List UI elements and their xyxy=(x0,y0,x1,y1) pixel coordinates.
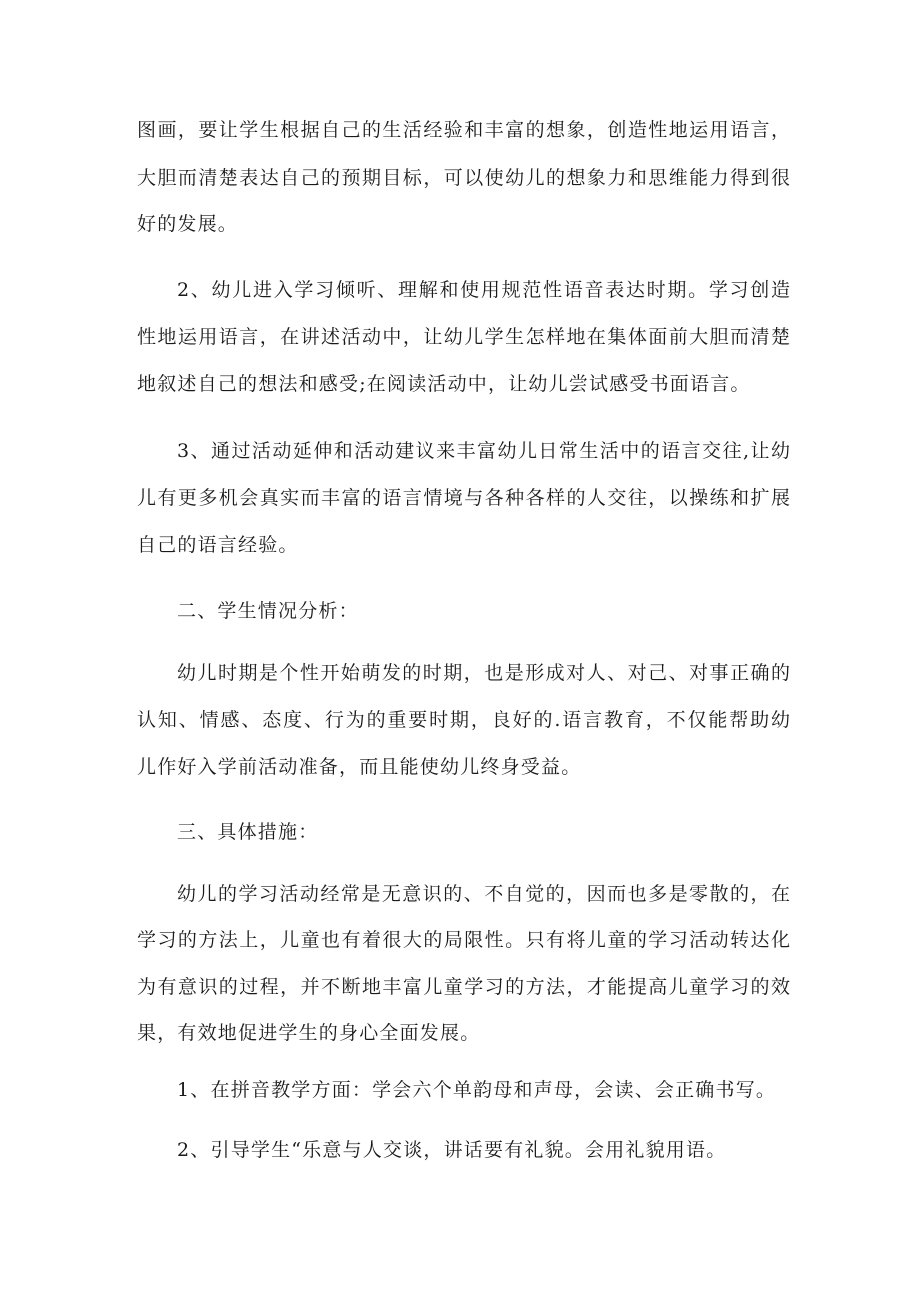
paragraph-line: 2、幼儿进入学习倾听、理解和使用规范性语音表达时期。学习创造 xyxy=(177,279,790,301)
paragraph-line: 幼儿时期是个性开始萌发的时期，也是形成对人、对己、对事正确的 xyxy=(177,662,790,684)
paragraph-line: 好的发展。 xyxy=(137,213,239,235)
paragraph-line: 图画，要让学生根据自己的生活经验和丰富的想象，创造性地运用语言， xyxy=(137,119,790,141)
paragraph-line: 幼儿的学习活动经常是无意识的、不自觉的，因而也多是零散的，在 xyxy=(177,883,790,905)
section-heading: 二、学生情况分析： xyxy=(177,600,359,622)
paragraph-line: 自己的语言经验。 xyxy=(137,534,299,556)
paragraph-line: 果，有效地促进学生的身心全面发展。 xyxy=(137,1022,481,1044)
section-heading: 三、具体措施： xyxy=(177,821,319,843)
paragraph-line: 认知、情感、态度、行为的重要时期，良好的.语言教育，不仅能帮助幼 xyxy=(137,709,790,731)
paragraph-line: 为有意识的过程，并不断地丰富儿童学习的方法，才能提高儿童学习的效 xyxy=(137,976,790,998)
paragraph-line: 2、引导学生“乐意与人交谈，讲话要有礼貌。会用礼貌用语。 xyxy=(177,1139,727,1161)
paragraph-line: 地叙述自己的想法和感受;在阅读活动中，让幼儿尝试感受书面语言。 xyxy=(137,373,751,395)
paragraph-line: 1、在拼音教学方面：学会六个单韵母和声母，会读、会正确书写。 xyxy=(177,1079,777,1101)
paragraph-line: 性地运用语言，在讲述活动中，让幼儿学生怎样地在集体面前大胆而清楚 xyxy=(137,326,790,348)
paragraph-line: 儿作好入学前活动准备，而且能使幼儿终身受益。 xyxy=(137,756,582,778)
paragraph-line: 儿有更多机会真实而丰富的语言情境与各种各样的人交往，以操练和扩展 xyxy=(137,487,790,509)
paragraph-line: 3、通过活动延伸和活动建议来丰富幼儿日常生活中的语言交往,让幼 xyxy=(177,440,790,462)
paragraph-line: 大胆而清楚表达自己的预期目标，可以使幼儿的想象力和思维能力得到很 xyxy=(137,167,790,189)
paragraph-line: 学习的方法上，儿童也有着很大的局限性。只有将儿童的学习活动转达化 xyxy=(137,929,790,951)
